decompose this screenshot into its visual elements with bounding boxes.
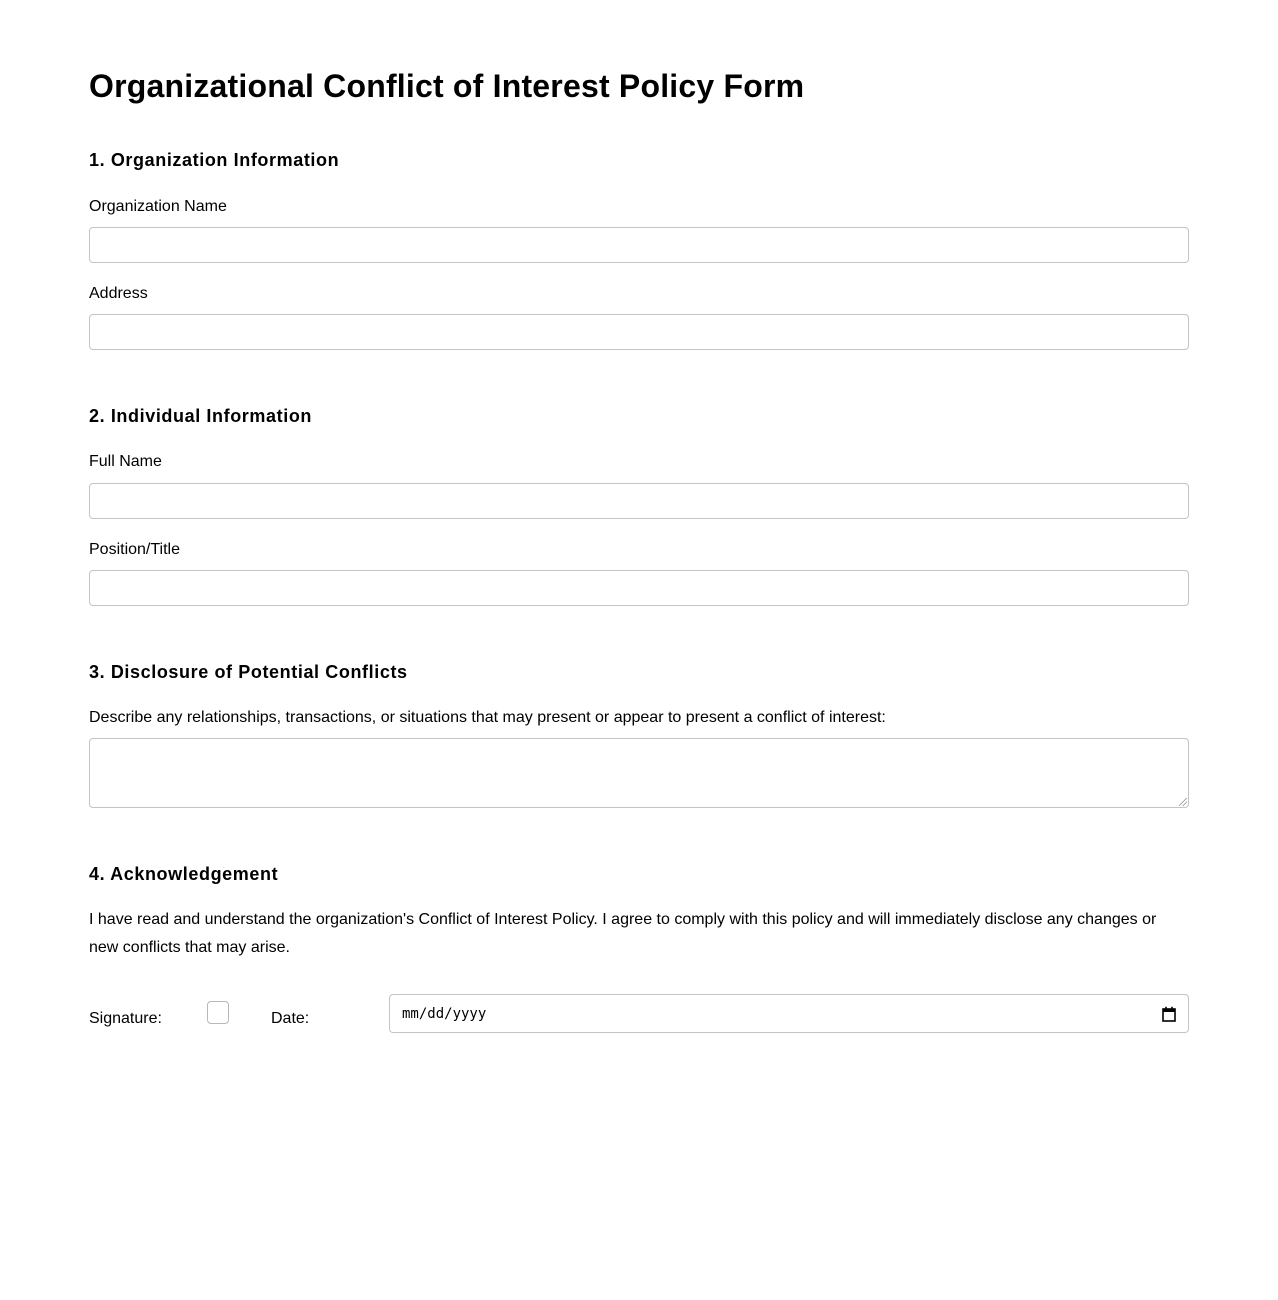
organization-name-label: Organization Name xyxy=(89,198,227,215)
signature-date-row xyxy=(89,994,1189,1034)
date-placeholder: mm/dd/yyyy xyxy=(402,1006,487,1022)
calendar-icon[interactable] xyxy=(1162,1006,1176,1022)
acknowledgement-statement: I have read and understand the organization's Conflict of Interest Policy. I agree to comply with this policy and will immediately disclose any changes or new conflicts that may arise. xyxy=(89,911,1157,956)
position-title-input[interactable] xyxy=(89,570,1189,606)
full-name-input[interactable] xyxy=(89,483,1189,519)
address-input[interactable] xyxy=(89,314,1189,350)
section-heading-acknowledgement: 4. Acknowledgement xyxy=(89,864,279,884)
section-heading-organization-information: 1. Organization Information xyxy=(89,150,340,170)
disclosure-textarea[interactable] xyxy=(89,738,1189,808)
address-label: Address xyxy=(89,285,148,302)
organization-name-input[interactable] xyxy=(89,227,1189,263)
full-name-label: Full Name xyxy=(89,453,162,470)
date-label: Date: xyxy=(271,1010,310,1027)
section-heading-disclosure: 3. Disclosure of Potential Conflicts xyxy=(89,662,408,682)
disclosure-prompt-label: Describe any relationships, transactions, or situations that may present or appear to present a conflict of interest: xyxy=(89,709,886,726)
signature-checkbox[interactable] xyxy=(207,1001,229,1024)
page-title: Organizational Conflict of Interest Policy Form xyxy=(89,68,805,104)
resize-handle-icon[interactable] xyxy=(1179,798,1187,806)
position-title-label: Position/Title xyxy=(89,541,180,558)
signature-label: Signature: xyxy=(89,1010,162,1027)
section-heading-individual-information: 2. Individual Information xyxy=(89,406,313,426)
date-input[interactable] xyxy=(389,994,1189,1033)
disclosure-textarea-wrapper xyxy=(89,738,1189,808)
